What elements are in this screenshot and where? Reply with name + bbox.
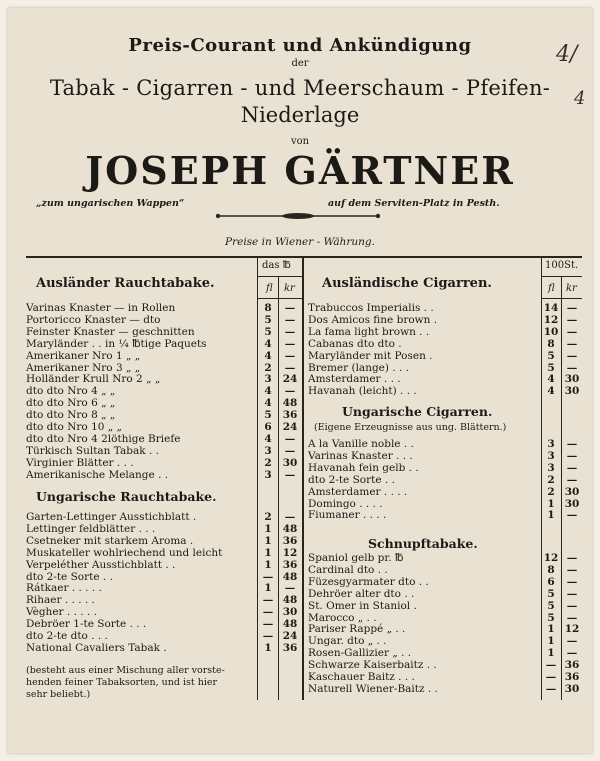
- item-price-kr: —: [284, 444, 296, 457]
- item-name: Rátkaer . . . . .: [26, 582, 102, 595]
- decorative-rule: [208, 211, 388, 221]
- item-name: Amsterdamer . . . .: [308, 485, 408, 498]
- item-price-kr: —: [566, 438, 578, 450]
- item-price-fl: 4: [264, 397, 272, 410]
- item-price-fl: 4: [264, 385, 272, 398]
- item-price-fl: 2: [264, 361, 272, 374]
- item-name: Dos Amicos fine brown .: [308, 313, 438, 326]
- item-price-kr: —: [284, 349, 296, 362]
- item-name: Ungar. dto „ . .: [308, 635, 387, 648]
- item-name: Varinas Knaster . . .: [308, 449, 413, 462]
- item-name: St. Omer in Staniol .: [308, 599, 417, 612]
- item-price-fl: 5: [264, 313, 272, 326]
- right-unit-rule: [542, 276, 582, 277]
- item-price-fl: 1: [264, 546, 272, 559]
- section-subtitle: (Eigene Erzeugnisse aus ung. Blättern.): [314, 422, 507, 433]
- item-price-fl: 1: [547, 497, 555, 510]
- item-price-fl: 12: [543, 313, 559, 326]
- item-price-fl: 1: [264, 582, 272, 595]
- center-divider: [302, 258, 304, 700]
- item-price-fl: 3: [547, 461, 555, 474]
- item-name: Amerikaner Nro 3 „ „: [26, 361, 141, 374]
- item-name: Virginier Blätter . . .: [26, 456, 134, 469]
- item-price-fl: 5: [547, 587, 555, 600]
- item-price-fl: 6: [264, 421, 272, 433]
- item-price-fl: 2: [547, 473, 555, 486]
- shop-address: auf dem Serviten-Platz in Pesth.: [328, 198, 500, 209]
- right-header-rule: [542, 298, 582, 299]
- item-price-kr: 36: [564, 659, 580, 672]
- item-price-fl: 4: [264, 337, 272, 350]
- item-price-kr: 30: [564, 497, 580, 510]
- item-price-fl: 1: [264, 522, 272, 535]
- item-name: Pariser Rappé „ . .: [308, 623, 406, 636]
- item-price-kr: 30: [564, 682, 580, 695]
- item-name: dto dto Nro 8 „ „: [26, 409, 116, 422]
- left-kr-label: kr: [284, 283, 295, 294]
- left-header-rule: [258, 298, 304, 299]
- item-name: La fama light brown . .: [308, 325, 430, 338]
- item-name: Naturell Wiener-Baitz . .: [308, 682, 438, 695]
- item-price-fl: 4: [547, 385, 555, 398]
- item-price-fl: —: [262, 570, 274, 583]
- item-price-kr: —: [566, 361, 578, 374]
- top-table-rule: [26, 256, 582, 258]
- item-price-fl: 3: [264, 468, 272, 481]
- item-price-kr: —: [566, 552, 578, 564]
- item-price-kr: 30: [564, 373, 580, 386]
- item-price-fl: —: [262, 630, 274, 642]
- item-name: Havanah (leicht) . . .: [308, 385, 417, 398]
- item-price-fl: 8: [547, 563, 555, 576]
- item-name: Debröer 1-te Sorte . . .: [26, 618, 147, 631]
- item-price-kr: —: [284, 582, 296, 595]
- item-price-kr: —: [284, 337, 296, 350]
- item-price-kr: 30: [282, 606, 298, 619]
- section-title: Ausländische Cigarren.: [322, 276, 492, 291]
- right-unit-header: 100St.: [545, 260, 579, 271]
- item-price-fl: 1: [264, 641, 272, 654]
- item-price-kr: 36: [282, 534, 298, 547]
- item-name: Maryländer . . in ¼ ℔tige Paquets: [26, 337, 207, 350]
- item-name: Holländer Krull Nro 2 „ „: [26, 373, 161, 386]
- item-name: dto 2-te dto . . .: [26, 630, 108, 642]
- merchant-name: JOSEPH GÄRTNER: [85, 148, 515, 193]
- item-name: Garten-Lettinger Ausstichblatt .: [26, 511, 197, 523]
- item-price-kr: 36: [282, 641, 298, 654]
- item-price-fl: 1: [264, 534, 272, 547]
- item-name: Marocco „ . .: [308, 611, 377, 624]
- item-price-fl: 1: [547, 635, 555, 648]
- title-der: der: [291, 58, 309, 69]
- item-name: Maryländer mit Posen .: [308, 349, 433, 362]
- item-price-kr: —: [284, 313, 296, 326]
- note-line: henden feiner Tabaksorten, und ist hier: [26, 677, 218, 688]
- item-name: Domingo . . . .: [308, 497, 383, 510]
- item-price-kr: 24: [282, 630, 298, 642]
- item-price-fl: 4: [264, 432, 272, 445]
- item-price-fl: 1: [264, 558, 272, 571]
- item-price-fl: 2: [264, 456, 272, 469]
- item-price-kr: —: [284, 468, 296, 481]
- section-title: Ungarische Cigarren.: [342, 404, 493, 419]
- shop-sign: „zum ungarischen Wappen“: [36, 198, 185, 209]
- item-price-fl: —: [262, 594, 274, 607]
- note-line: sehr beliebt.): [26, 689, 91, 700]
- item-price-kr: —: [284, 302, 296, 314]
- item-price-kr: —: [566, 575, 578, 588]
- item-name: Kaschauer Baitz . . .: [308, 671, 415, 683]
- item-price-fl: 1: [547, 647, 555, 660]
- handwritten-mark-right: 4: [574, 88, 586, 109]
- item-price-fl: 2: [264, 511, 272, 523]
- item-price-fl: 3: [264, 373, 272, 386]
- item-price-kr: 30: [282, 456, 298, 469]
- item-price-kr: —: [566, 647, 578, 660]
- item-price-fl: 3: [547, 438, 555, 450]
- item-name: Lettinger feldblätter . . .: [26, 522, 156, 535]
- item-name: Fiumaner . . . .: [308, 509, 387, 522]
- section-title: Schnupftabake.: [368, 536, 478, 551]
- title-line-2: Tabak - Cigarren - und Meerschaum - Pfeifen-: [49, 76, 551, 100]
- item-price-kr: —: [566, 461, 578, 474]
- item-name: dto dto Nro 6 „ „: [26, 397, 116, 410]
- item-price-fl: 1: [547, 623, 555, 636]
- item-price-kr: —: [566, 611, 578, 624]
- item-name: Vègher . . . . .: [26, 606, 97, 619]
- title-line-3: Niederlage: [240, 103, 360, 127]
- item-price-kr: —: [284, 361, 296, 374]
- item-price-fl: 4: [264, 349, 272, 362]
- item-name: dto dto Nro 4 2löthige Briefe: [26, 432, 181, 445]
- item-price-fl: 5: [547, 611, 555, 624]
- right-kr-label: kr: [566, 283, 577, 294]
- item-name: Dehröer alter dto . .: [308, 587, 415, 600]
- item-name: Csetneker mit starkem Aroma .: [26, 534, 194, 547]
- item-name: Bremer (lange) . . .: [308, 361, 410, 374]
- item-price-kr: —: [566, 473, 578, 486]
- item-price-kr: 30: [564, 385, 580, 398]
- item-price-kr: 48: [282, 522, 298, 535]
- item-price-fl: 8: [264, 302, 272, 314]
- right-fl-label: fl: [548, 283, 555, 294]
- item-price-kr: 48: [282, 618, 298, 631]
- item-price-fl: 5: [547, 361, 555, 374]
- item-price-kr: —: [284, 325, 296, 338]
- item-name: Portoricco Knaster — dto: [26, 313, 161, 326]
- document-title: Preis-Courant und Ankündigung: [128, 35, 472, 56]
- left-col-rule-b: [278, 276, 279, 700]
- item-name: Rihaer . . . . .: [26, 594, 95, 607]
- item-price-kr: —: [566, 509, 578, 522]
- item-price-fl: 5: [547, 349, 555, 362]
- item-price-kr: —: [284, 432, 296, 445]
- item-price-kr: —: [566, 302, 578, 314]
- item-price-kr: —: [566, 337, 578, 350]
- item-price-kr: 36: [282, 409, 298, 422]
- item-name: National Cavaliers Tabak .: [26, 641, 167, 654]
- item-name: Füzesgyarmater dto . .: [308, 575, 429, 588]
- item-name: Amsterdamer . . .: [308, 373, 401, 386]
- item-name: dto 2-te Sorte . .: [26, 570, 113, 583]
- item-price-fl: 3: [264, 444, 272, 457]
- item-price-fl: 12: [543, 552, 559, 564]
- item-name: Cardinal dto . .: [308, 563, 388, 576]
- handwritten-mark-top: 4/: [556, 42, 578, 67]
- item-price-kr: 24: [282, 421, 298, 433]
- item-price-fl: 5: [264, 325, 272, 338]
- item-price-kr: —: [566, 313, 578, 326]
- item-name: Muskateller wohlriechend und leicht: [26, 546, 223, 559]
- item-name: Amerikanische Melange . .: [26, 468, 169, 481]
- item-name: Havanah fein gelb . .: [308, 461, 419, 474]
- item-name: Türkisch Sultan Tabak . .: [26, 444, 159, 457]
- item-price-kr: —: [566, 563, 578, 576]
- item-name: A la Vanille noble . .: [308, 438, 414, 450]
- item-price-kr: 12: [564, 623, 580, 636]
- item-price-kr: —: [566, 635, 578, 648]
- item-name: Rosen-Gallizier „ . .: [308, 647, 412, 660]
- item-price-fl: —: [545, 671, 557, 683]
- note-line: (besteht aus einer Mischung aller vorste-: [26, 665, 225, 676]
- item-price-kr: —: [284, 511, 296, 523]
- title-von: von: [290, 136, 310, 147]
- item-price-kr: 30: [564, 485, 580, 498]
- item-price-fl: —: [262, 606, 274, 619]
- left-unit-header: das ℔: [262, 260, 291, 271]
- item-price-fl: 1: [547, 509, 555, 522]
- item-price-kr: 48: [282, 397, 298, 410]
- item-name: Spaniol gelb pr. ℔: [308, 552, 404, 564]
- item-price-kr: 48: [282, 594, 298, 607]
- item-price-fl: 4: [547, 373, 555, 386]
- item-price-kr: 36: [282, 558, 298, 571]
- left-fl-label: fl: [266, 283, 273, 294]
- item-price-kr: 36: [564, 671, 580, 683]
- left-unit-rule: [258, 276, 304, 277]
- item-price-fl: 3: [547, 449, 555, 462]
- item-price-kr: —: [566, 325, 578, 338]
- item-price-fl: 8: [547, 337, 555, 350]
- item-price-kr: —: [566, 449, 578, 462]
- item-price-fl: 14: [543, 302, 559, 314]
- item-name: dto dto Nro 10 „ „: [26, 421, 122, 433]
- item-name: Verpeléther Ausstichblatt . .: [26, 558, 176, 571]
- item-price-fl: —: [545, 659, 557, 672]
- item-name: dto dto Nro 4 „ „: [26, 385, 116, 398]
- item-price-kr: —: [566, 349, 578, 362]
- item-name: Varinas Knaster — in Rollen: [26, 302, 176, 314]
- item-name: Trabuccos Imperialis . .: [308, 302, 434, 314]
- item-name: Cabanas dto dto .: [308, 337, 402, 350]
- item-price-fl: 6: [547, 575, 555, 588]
- item-price-kr: 12: [282, 546, 298, 559]
- item-name: Amerikaner Nro 1 „ „: [26, 349, 141, 362]
- item-price-kr: 24: [282, 373, 298, 386]
- item-price-kr: 48: [282, 570, 298, 583]
- item-price-fl: 5: [264, 409, 272, 422]
- item-price-kr: —: [284, 385, 296, 398]
- item-price-fl: —: [262, 618, 274, 631]
- item-price-kr: —: [566, 587, 578, 600]
- currency-note: Preise in Wiener - Währung.: [225, 236, 375, 248]
- item-price-fl: 2: [547, 485, 555, 498]
- item-price-fl: 5: [547, 599, 555, 612]
- section-title: Ungarische Rauchtabake.: [36, 489, 217, 504]
- item-name: Feinster Knaster — geschnitten: [26, 325, 195, 338]
- price-list-sheet: [8, 8, 592, 753]
- item-name: Schwarze Kaiserbaitz . .: [308, 659, 437, 672]
- section-title: Ausländer Rauchtabake.: [36, 276, 215, 291]
- item-price-fl: —: [545, 682, 557, 695]
- item-name: dto 2-te Sorte . .: [308, 473, 395, 486]
- item-price-fl: 10: [543, 325, 559, 338]
- item-price-kr: —: [566, 599, 578, 612]
